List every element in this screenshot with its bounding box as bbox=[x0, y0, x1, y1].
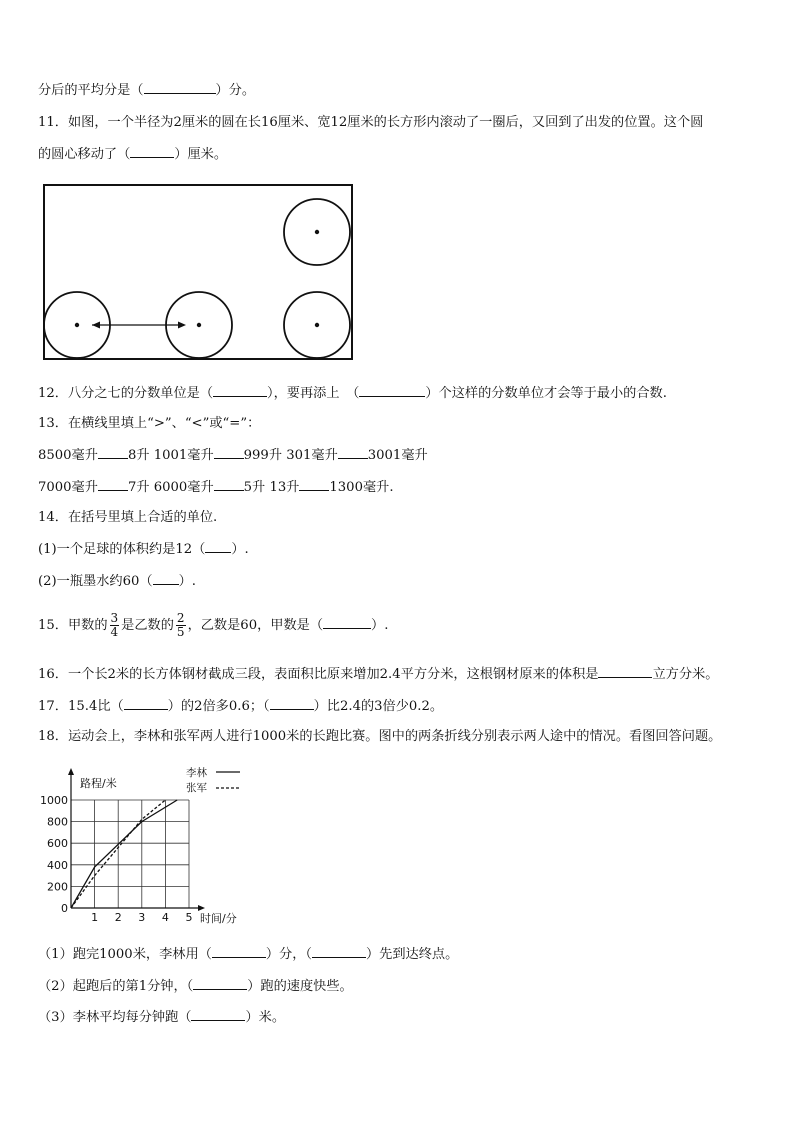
circle-center-dot bbox=[75, 323, 79, 327]
prev-question-tail: 分后的平均分是（ ）分。 bbox=[38, 83, 256, 98]
answer-blank[interactable] bbox=[205, 540, 231, 553]
double-arrow bbox=[92, 322, 186, 329]
circle-center-dot bbox=[315, 323, 319, 327]
circle-center-dot bbox=[315, 230, 319, 234]
answer-blank[interactable] bbox=[153, 572, 179, 585]
answer-blank[interactable] bbox=[359, 384, 425, 397]
answer-blank[interactable] bbox=[191, 1008, 245, 1021]
legend-label-lilin: 李林 bbox=[186, 767, 207, 779]
q17-text: 17．15.4比（ ）的2倍多0.6；（ ）比2.4的3倍少0.2。 bbox=[38, 699, 444, 714]
answer-blank[interactable] bbox=[130, 145, 174, 158]
q16-text: 16．一个长2米的长方体钢材截成三段，表面积比原来增加2.4平方分米，这根钢材原来的体积是 立方分米。 bbox=[38, 667, 719, 682]
x-axis-arrow bbox=[198, 905, 205, 911]
chart-series bbox=[71, 800, 177, 908]
y-tick-label: 200 bbox=[47, 880, 68, 894]
compare-blank[interactable] bbox=[98, 478, 128, 491]
q13-row1: 8500毫升 8升 1001毫升 999升 301毫升 3001毫升 bbox=[38, 448, 428, 463]
fraction-3-4: $\frac{3}{4}$ bbox=[110, 611, 119, 639]
q11-text-line2: 的圆心移动了（ ）厘米。 bbox=[38, 147, 228, 162]
q11-text-line1: 11．如图，一个半径为2厘米的圆在长16厘米、宽12厘米的长方形内滚动了一圈后，又回到了出发的位置。这个圆 bbox=[38, 115, 704, 130]
x-tick-label: 4 bbox=[161, 911, 169, 924]
compare-blank[interactable] bbox=[214, 478, 244, 491]
answer-blank[interactable] bbox=[193, 977, 247, 990]
answer-blank[interactable] bbox=[212, 945, 266, 958]
answer-blank[interactable] bbox=[598, 665, 652, 678]
y-tick-label: 1000 bbox=[40, 794, 68, 807]
compare-blank[interactable] bbox=[214, 446, 244, 459]
answer-blank[interactable] bbox=[124, 697, 168, 710]
y-tick-label: 600 bbox=[47, 837, 68, 851]
y-axis-arrow bbox=[68, 768, 74, 775]
series-line-lilin bbox=[71, 800, 177, 908]
y-tick-label: 800 bbox=[47, 815, 68, 829]
x-tick-label: 3 bbox=[138, 911, 146, 924]
legend-label-zhangjun: 张军 bbox=[186, 782, 207, 794]
circle-center-dot bbox=[197, 323, 201, 327]
y-tick-label: 400 bbox=[47, 858, 68, 872]
chart-legend bbox=[186, 766, 240, 794]
y-tick-label: 0 bbox=[61, 902, 68, 915]
chart-grid bbox=[71, 800, 189, 908]
q18-sub3: （3）李林平均每分钟跑（ ）米。 bbox=[38, 1010, 286, 1025]
answer-blank[interactable] bbox=[144, 81, 216, 94]
compare-blank[interactable] bbox=[98, 446, 128, 459]
q18-title: 18．运动会上，李林和张军两人进行1000米的长跑比赛。图中的两条折线分别表示两人途中的情况。看图回答问题。 bbox=[38, 729, 722, 744]
q18-sub2: （2）起跑后的第1分钟，（ ）跑的速度快些。 bbox=[38, 979, 353, 994]
q11-rectangle-diagram bbox=[40, 182, 356, 364]
answer-blank[interactable] bbox=[323, 616, 371, 629]
answer-blank[interactable] bbox=[312, 945, 366, 958]
q13-row2: 7000毫升 7升 6000毫升 5升 13升 1300毫升. bbox=[38, 480, 394, 495]
q18-sub1: （1）跑完1000米，李林用（ ）分，（ ）先到达终点。 bbox=[38, 947, 459, 962]
fraction-2-5: $\frac{2}{5}$ bbox=[176, 611, 185, 639]
answer-blank[interactable] bbox=[213, 384, 267, 397]
compare-blank[interactable] bbox=[338, 446, 368, 459]
compare-blank[interactable] bbox=[299, 478, 329, 491]
x-tick-label: 5 bbox=[185, 911, 193, 924]
q14-part1: (1)一个足球的体积约是12（ ）. bbox=[38, 542, 249, 557]
y-axis-label: 路程/米 bbox=[80, 777, 117, 790]
x-tick-label: 1 bbox=[91, 911, 99, 924]
race-line-chart bbox=[38, 760, 258, 928]
x-axis-label: 时间/分 bbox=[200, 912, 237, 925]
q14-part2: (2)一瓶墨水约60（ ）. bbox=[38, 574, 196, 589]
q14-title: 14．在括号里填上合适的单位. bbox=[38, 510, 218, 525]
q15-text: 15．甲数的 $\frac{3}{4}$ 是乙数的 $\frac{2}{5}$ ，乙数是60，甲数是（ ）. bbox=[38, 611, 389, 639]
rectangle bbox=[44, 185, 352, 359]
chart-tick-labels bbox=[40, 794, 193, 924]
answer-blank[interactable] bbox=[270, 697, 314, 710]
x-tick-label: 2 bbox=[114, 911, 122, 924]
q13-title: 13．在横线里填上“>”、“<”或“=”： bbox=[38, 416, 261, 431]
q12-text: 12．八分之七的分数单位是（ ），要再添上 （ ）个这样的分数单位才会等于最小的合数. bbox=[38, 386, 667, 401]
